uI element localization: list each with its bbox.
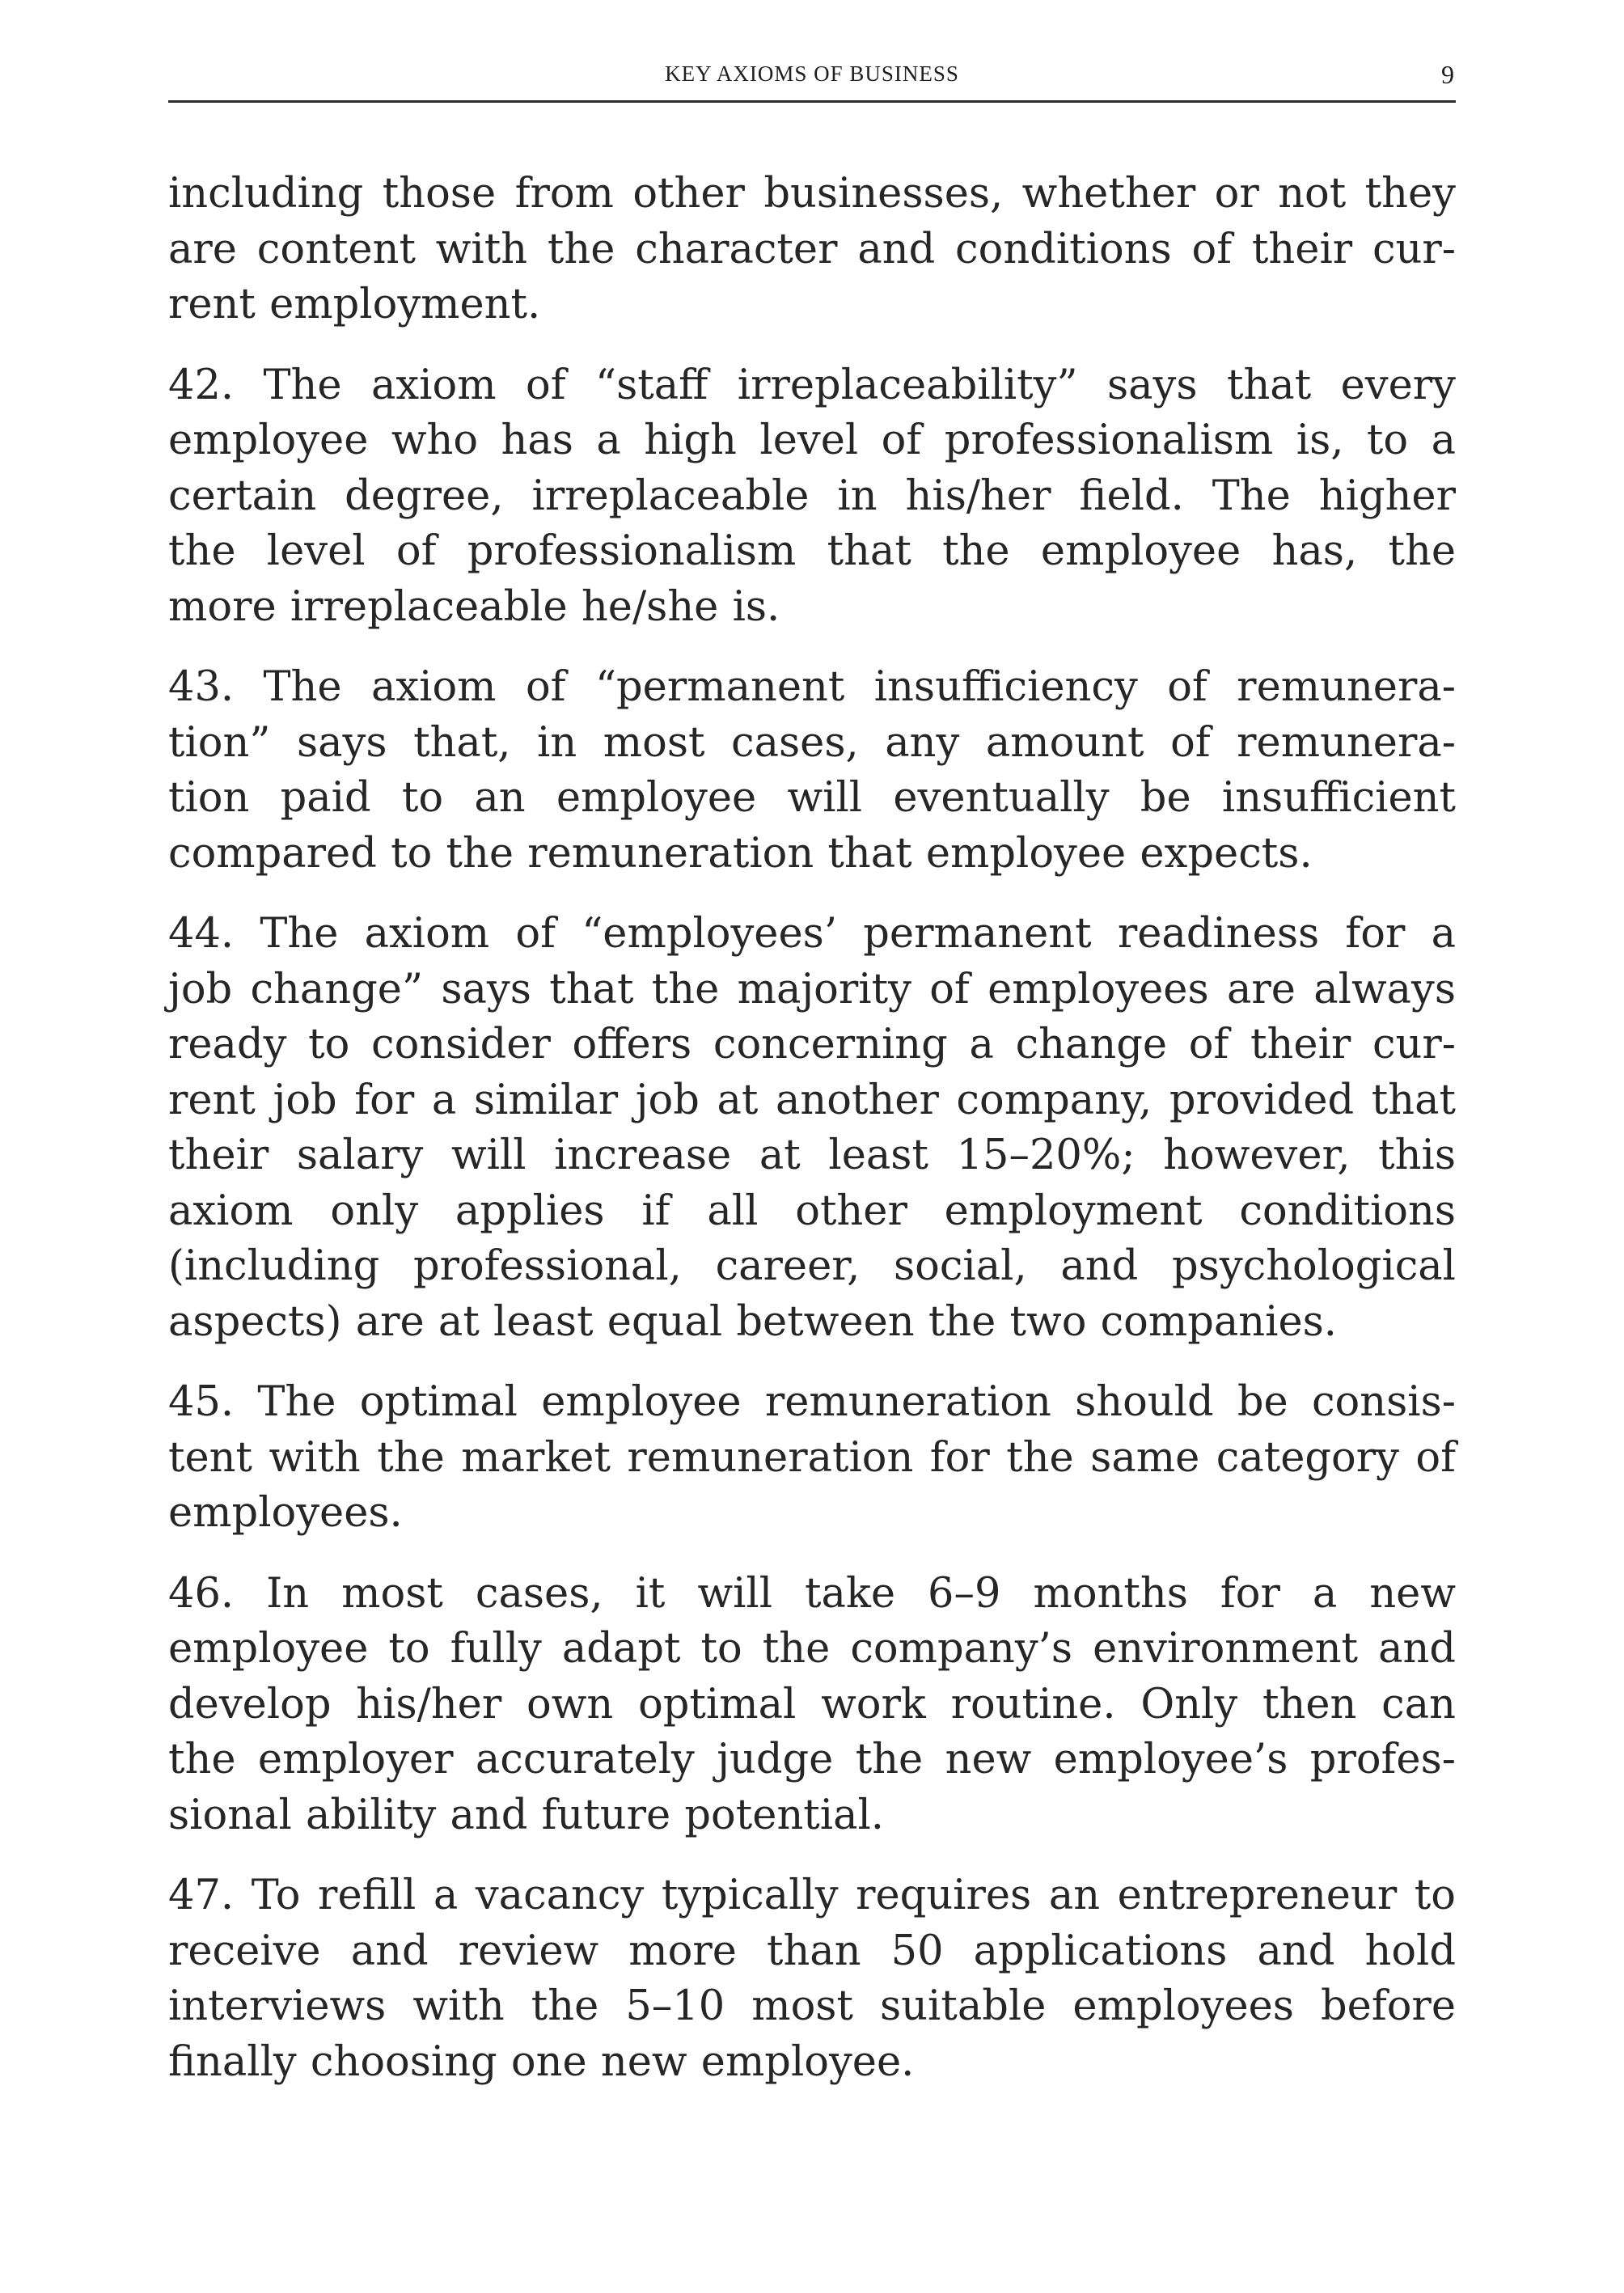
text-line: employees. [168, 1489, 403, 1537]
text-line: employee who has a high level of professionalism is, to a [168, 417, 1456, 464]
text-line: ready to consider offers concerning a change of their cur- [168, 1021, 1456, 1068]
page-number: 9 [1441, 60, 1454, 89]
text-line: 47. To refill a vacancy typically requires an entrepreneur to [168, 1872, 1456, 1919]
text-line: rent employment. [168, 281, 541, 328]
paragraph-axiom-45 [168, 1375, 1456, 1542]
text-line: tion paid to an employee will eventually be insufficient [168, 774, 1456, 822]
text-line: are content with the character and conditions of their cur- [168, 225, 1456, 273]
text-line: employee to fully adapt to the company’s environment and [168, 1625, 1456, 1673]
text-line: tion” says that, in most cases, any amount of remunera- [168, 718, 1456, 767]
text-line: compared to the remuneration that employee expects. [168, 829, 1313, 878]
paragraph-axiom-47 [168, 1868, 1456, 2090]
text-line: tent with the market remuneration for the same category of [168, 1433, 1456, 1482]
text-line: axiom only applies if all other employment conditions [168, 1187, 1456, 1235]
paragraph-axiom-46 [168, 1567, 1456, 1844]
text-line: job change” says that the majority of employees are always [168, 965, 1456, 1013]
text-line: certain degree, irreplaceable in his/her field. The higher [168, 472, 1456, 520]
text-line: (including professional, career, social, and psychological [168, 1242, 1456, 1290]
text-line: interviews with the 5–10 most suitable employees before [168, 1982, 1456, 2030]
text-line: sional ability and future potential. [168, 1791, 885, 1839]
text-line: 42. The axiom of “staff irreplaceability” says that every [168, 361, 1456, 409]
text-line: the level of professionalism that the employee has, the [168, 527, 1456, 575]
text-line: 45. The optimal employee remuneration should be consis- [168, 1378, 1456, 1426]
running-title: KEY AXIOMS OF BUSINESS [665, 61, 959, 86]
text-line: receive and review more than 50 applications and hold [168, 1927, 1456, 1975]
running-header [168, 58, 1456, 103]
text-line: aspects) are at least equal between the two companies. [168, 1297, 1338, 1346]
text-line: including those from other businesses, whether or not they [168, 170, 1456, 218]
text-line: more irreplaceable he/she is. [168, 582, 780, 631]
body-text [168, 167, 1456, 2115]
paragraph-continuation [168, 167, 1456, 333]
paragraph-axiom-42 [168, 358, 1456, 636]
text-line: 44. The axiom of “employees’ permanent readiness for a [168, 910, 1456, 958]
text-line: 43. The axiom of “permanent insufficiency of remunera- [168, 663, 1456, 711]
text-line: their salary will increase at least 15–20%; however, this [168, 1132, 1456, 1179]
paragraph-axiom-43 [168, 660, 1456, 882]
text-line: finally choosing one new employee. [168, 2037, 915, 2086]
text-line: the employer accurately judge the new employee’s profes- [168, 1736, 1456, 1783]
paragraph-axiom-44 [168, 907, 1456, 1350]
text-line: develop his/her own optimal work routine. Only then can [168, 1680, 1456, 1728]
text-line: 46. In most cases, it will take 6–9 months for a new [168, 1569, 1456, 1618]
text-line: rent job for a similar job at another company, provided that [168, 1076, 1456, 1124]
